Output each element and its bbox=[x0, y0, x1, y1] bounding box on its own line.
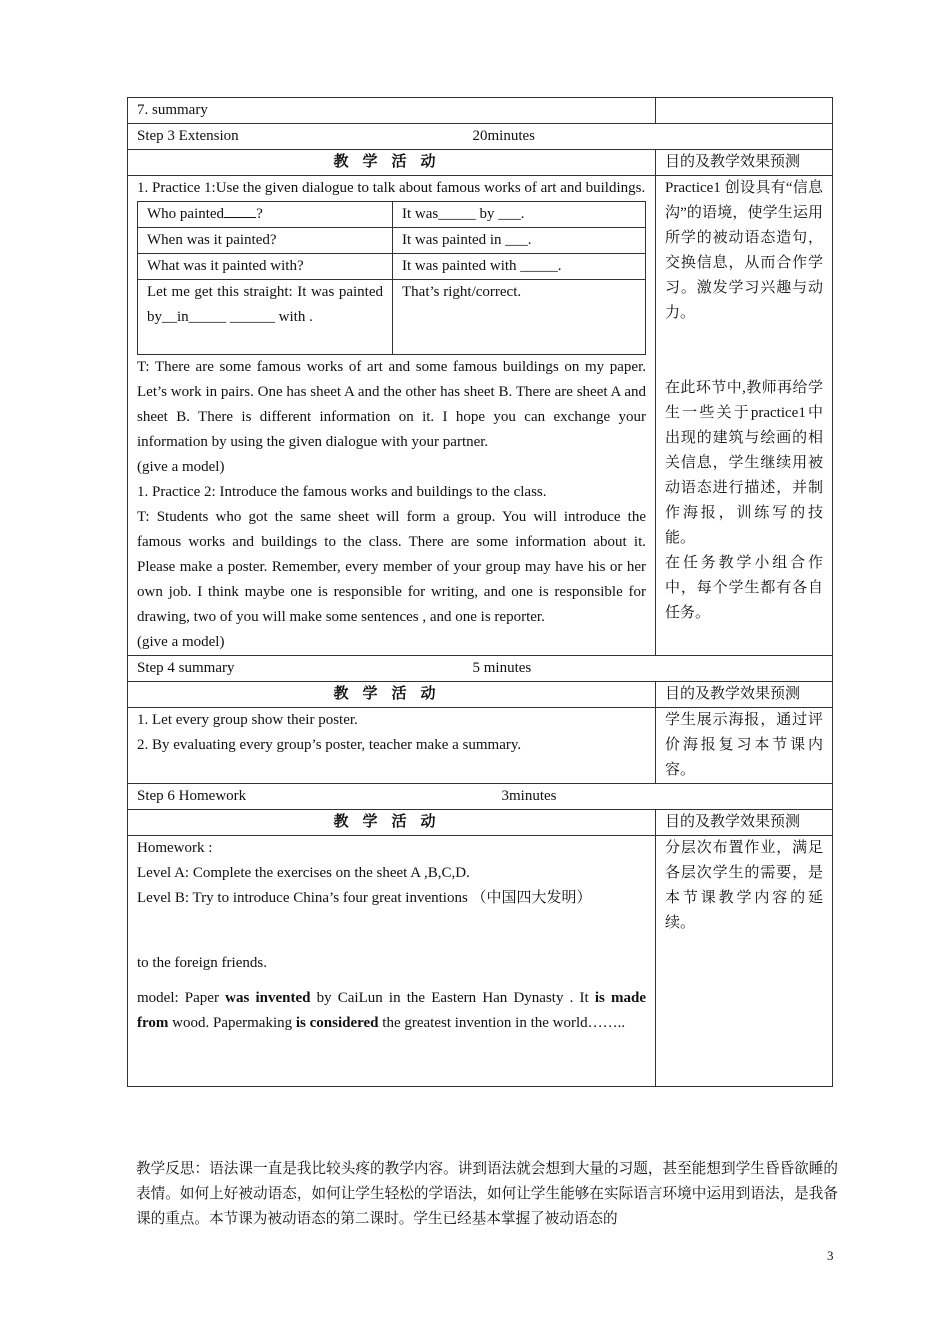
step3-purpose-cell bbox=[656, 176, 833, 656]
step4-item: 2. By evaluating every group’s poster, teacher make a summary. bbox=[137, 737, 522, 753]
step3-header-row bbox=[128, 150, 833, 176]
activity-header: 教学活动 bbox=[128, 682, 656, 708]
dialogue-answer: That’s right/correct. bbox=[393, 280, 646, 355]
practice1-heading: 1. Practice 1:Use the given dialogue to talk about famous works of art and buildings. bbox=[137, 180, 646, 196]
dialogue-answer: It was_____ by ___. bbox=[393, 202, 646, 228]
purpose-header: 目的及教学效果预测 bbox=[656, 810, 833, 836]
dialogue-answer: It was painted with _____. bbox=[393, 254, 646, 280]
step3-time: 20minutes bbox=[472, 128, 535, 144]
activity-header: 教学活动 bbox=[128, 810, 656, 836]
step4-label: Step 4 summary bbox=[137, 660, 235, 676]
practice2-model-note: (give a model) bbox=[137, 634, 225, 650]
step6-label: Step 6 Homework bbox=[137, 788, 247, 804]
dialogue-question: Let me get this straight: It was painted by__in_____ ______ with . bbox=[138, 280, 393, 355]
step6-activity-cell bbox=[128, 836, 656, 1087]
homework-level-b: Level B: Try to introduce China’s four great inventions （中国四大发明） bbox=[137, 890, 592, 906]
step6-purpose-cell: 分层次布置作业，满足各层次学生的需要，是本节课教学内容的延续。 bbox=[656, 836, 833, 1087]
lesson-plan-table bbox=[127, 97, 833, 1087]
step3-content-row bbox=[128, 176, 833, 656]
purpose-practice2: 在此环节中,教师再给学生一些关于practice1中出现的建筑与绘画的相关信息，学生继续用被动语态进行描述，并制作海报，训练写的技能。 bbox=[665, 380, 823, 546]
purpose-practice1: Practice1 创设具有“信息沟”的语境，使学生运用所学的被动语态造句，交换信息，从而合作学习。激发学习兴趣与动力。 bbox=[665, 180, 823, 321]
practice1-teacher-talk: T: There are some famous works of art and some famous buildings on my paper. Let’s work in pairs. One has sheet A and the other has sheet B. There are sheet A and sheet B. There is different information on it. I hope you can exchange your information by using the given dialogue with your partner. bbox=[137, 359, 646, 450]
step6-content-row bbox=[128, 836, 833, 1087]
dialogue-row bbox=[138, 254, 646, 280]
summary-row bbox=[128, 98, 833, 124]
page-number: 3 bbox=[827, 1248, 834, 1263]
step4-purpose-cell: 学生展示海报，通过评价海报复习本节课内容。 bbox=[656, 708, 833, 784]
step4-header-row bbox=[128, 682, 833, 708]
step6-time: 3minutes bbox=[501, 788, 557, 804]
practice2-heading: 1. Practice 2: Introduce the famous works and buildings to the class. bbox=[137, 484, 547, 500]
dialogue-question: What was it painted with? bbox=[138, 254, 393, 280]
activity-header: 教学活动 bbox=[128, 150, 656, 176]
homework-title: Homework : bbox=[137, 840, 213, 856]
summary-cell: 7. summary bbox=[128, 98, 656, 124]
purpose-header: 目的及教学效果预测 bbox=[656, 682, 833, 708]
step4-activity-cell bbox=[128, 708, 656, 784]
step4-row bbox=[128, 656, 833, 682]
dialogue-question: When was it painted? bbox=[138, 228, 393, 254]
step6-header-row bbox=[128, 810, 833, 836]
teaching-reflection: 教学反思：语法课一直是我比较头疼的教学内容。讲到语法就会想到大量的习题，甚至能想到学生昏昏欲睡的表情。如何上好被动语态，如何让学生轻松的学语法，如何让学生能够在实际语言环境中运用到语法，是我备课的重点。本节课为被动语态的第二课时。学生已经基本掌握了被动语态的 bbox=[136, 1160, 838, 1227]
step3-activity-cell bbox=[128, 176, 656, 656]
dialogue-table bbox=[137, 201, 646, 355]
homework-level-b-continued: to the foreign friends. bbox=[137, 955, 267, 971]
purpose-header: 目的及教学效果预测 bbox=[656, 150, 833, 176]
step3-row bbox=[128, 124, 833, 150]
dialogue-answer: It was painted in ___. bbox=[393, 228, 646, 254]
purpose-group-task: 在任务教学小组合作中，每个学生都有各自任务。 bbox=[665, 555, 823, 621]
dialogue-row bbox=[138, 280, 646, 355]
step4-content-row bbox=[128, 708, 833, 784]
step6-row bbox=[128, 784, 833, 810]
step3-label: Step 3 Extension bbox=[137, 128, 239, 144]
practice2-teacher-talk: T: Students who got the same sheet will form a group. You will introduce the famous works and buildings to the class. There are some information about it. Please make a poster. Remember, every member of your group may have his or her own job. I think maybe one is responsible for writing, and one is responsible for drawing, two of you will make some sentences , and one is reporter. bbox=[137, 509, 646, 625]
step4-item: 1. Let every group show their poster. bbox=[137, 712, 358, 728]
homework-level-a: Level A: Complete the exercises on the sheet A ,B,C,D. bbox=[137, 865, 470, 881]
dialogue-row bbox=[138, 202, 646, 228]
practice1-model-note: (give a model) bbox=[137, 459, 225, 475]
step4-time: 5 minutes bbox=[472, 660, 532, 676]
dialogue-row bbox=[138, 228, 646, 254]
dialogue-question: Who painted ? bbox=[138, 202, 393, 228]
homework-model: model: Paper was invented by CaiLun in the Eastern Han Dynasty . It is made from wood. Papermaking is considered the greatest invention in the world…….. bbox=[137, 990, 646, 1031]
